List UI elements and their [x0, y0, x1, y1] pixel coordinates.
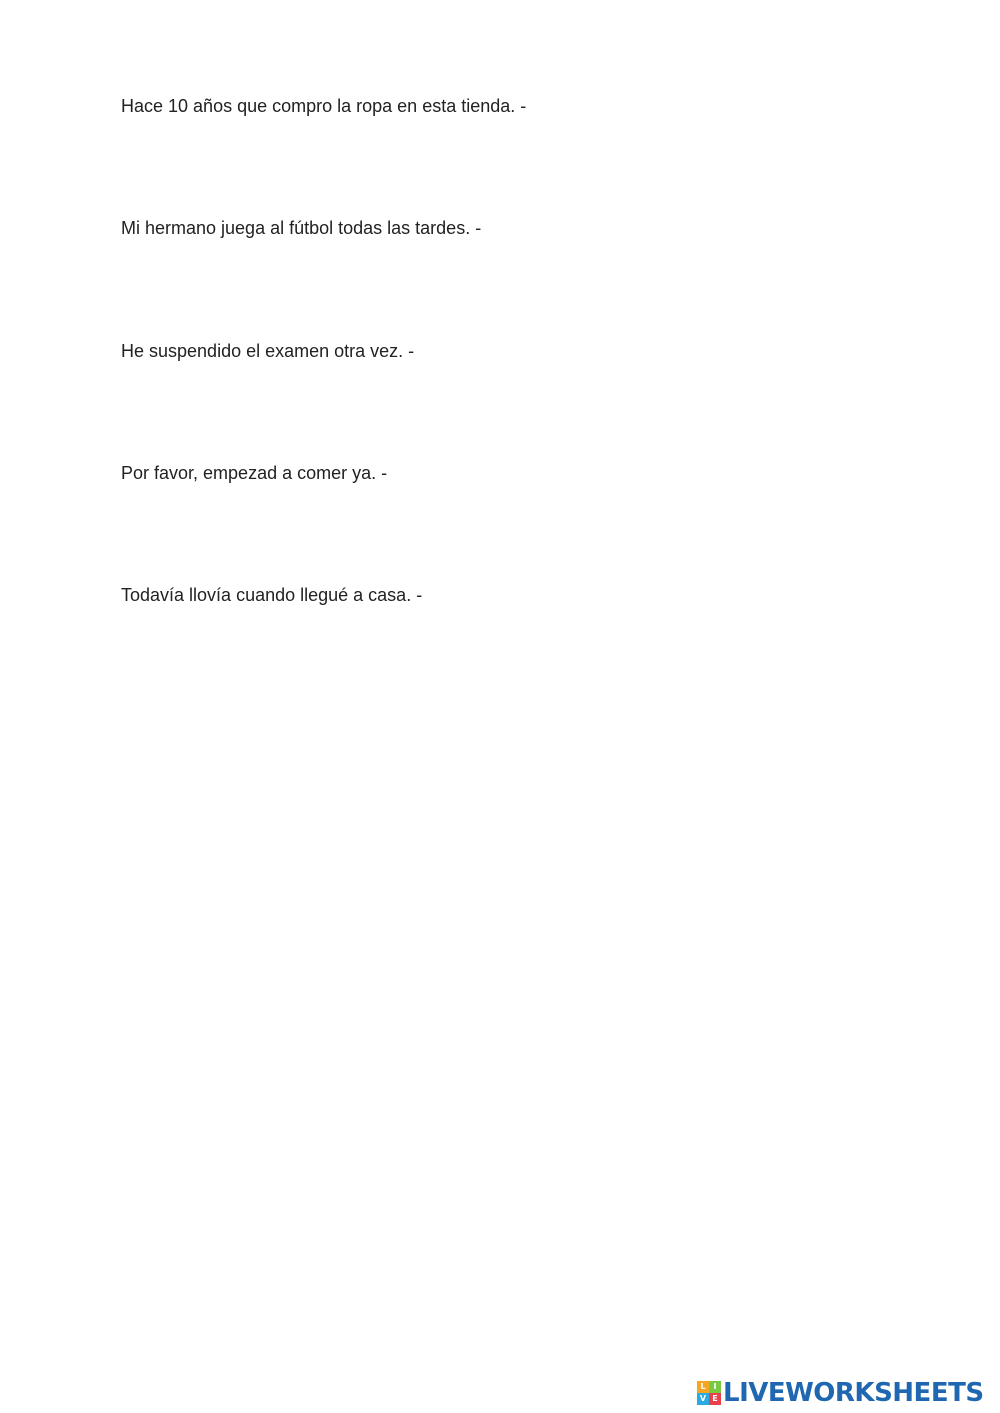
sentence-5: Todavía llovía cuando llegué a casa. - — [121, 585, 423, 605]
liveworksheets-brand — [697, 1378, 984, 1408]
sentence-2: Mi hermano juega al fútbol todas las tardes. - — [121, 218, 482, 238]
sentence-1: Hace 10 años que compro la ropa en esta tienda. - — [121, 96, 527, 116]
brand-name: LIVEWORKSHEETS — [723, 1378, 984, 1408]
liveworksheets-logo-icon: L I V E — [697, 1381, 721, 1405]
sentence-4: Por favor, empezad a comer ya. - — [121, 463, 388, 483]
sentence-3: He suspendido el examen otra vez. - — [121, 341, 415, 361]
